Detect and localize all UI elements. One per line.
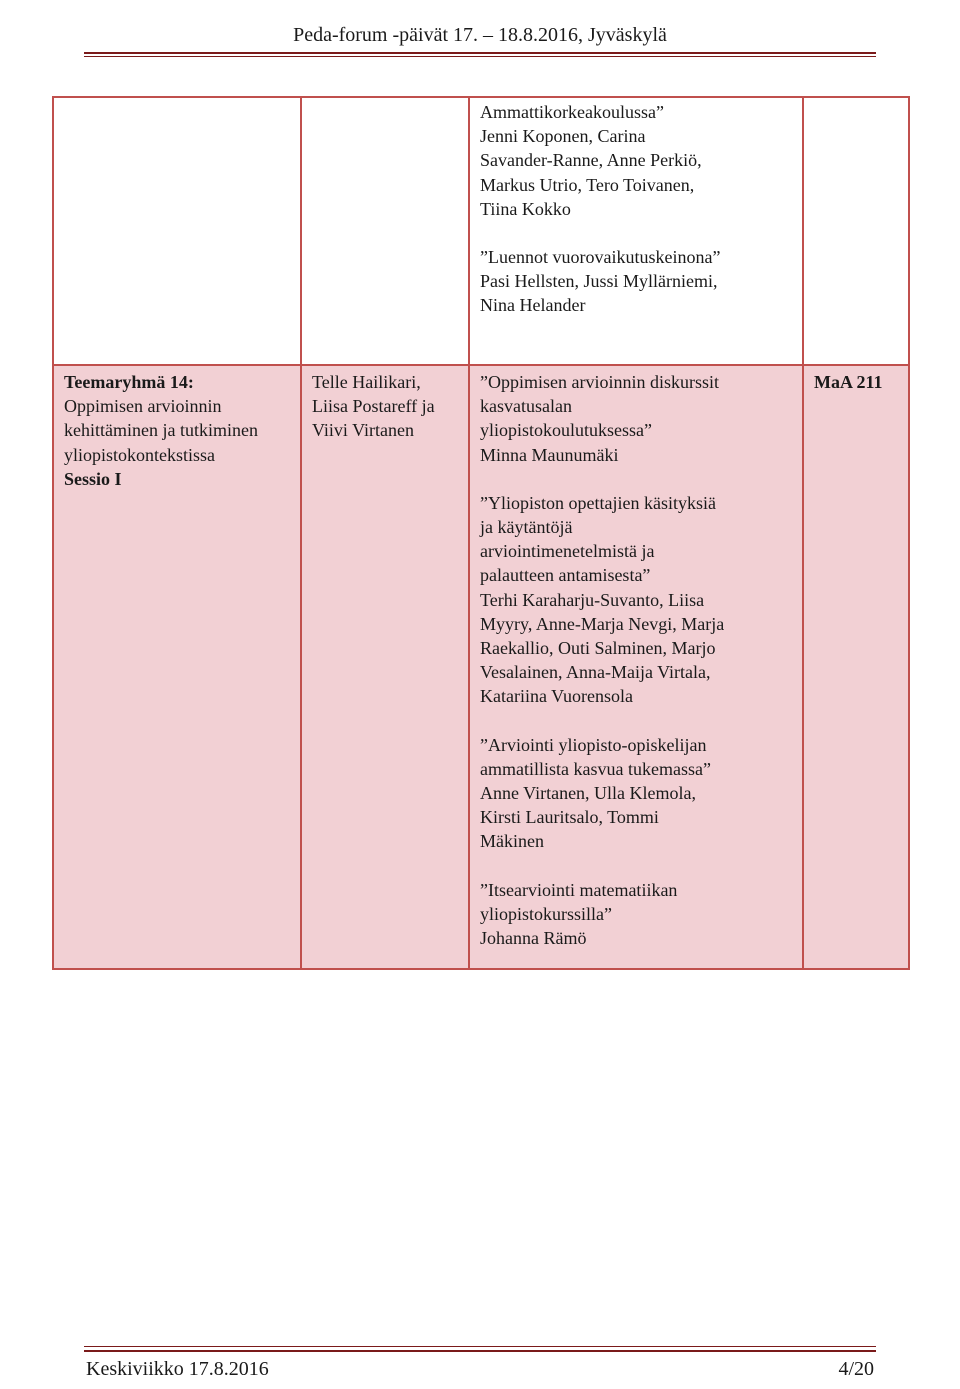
cell-theme xyxy=(53,365,301,969)
footer-page-number: 4/20 xyxy=(838,1358,874,1380)
cell-chairs-empty xyxy=(301,97,469,365)
text-line: Tiina Kokko xyxy=(480,198,571,219)
page-header-title: Peda-forum -päivät 17. – 18.8.2016, Jyväskylä xyxy=(293,24,667,46)
talk-line: Vesalainen, Anna-Maija Virtala, xyxy=(480,662,711,683)
table-row xyxy=(53,365,909,969)
talk-line: kasvatusalan xyxy=(480,396,572,417)
talk-line: Mäkinen xyxy=(480,831,544,852)
chair-line: Viivi Virtanen xyxy=(312,420,414,441)
talk-line: palautteen antamisesta” xyxy=(480,565,651,586)
cell-room-empty xyxy=(803,97,909,365)
theme-group-label: Teemaryhmä 14: xyxy=(64,372,194,392)
theme-topic-line: kehittäminen ja tutkiminen xyxy=(64,420,258,441)
talk-line: Johanna Rämö xyxy=(480,928,587,949)
talk-line: arviointimenetelmistä ja xyxy=(480,541,655,562)
footer-divider-thin xyxy=(84,1346,876,1347)
text-line: Jenni Koponen, Carina xyxy=(480,126,646,147)
talk-line: ”Oppimisen arvioinnin diskurssit xyxy=(480,372,719,392)
cell-theme-empty xyxy=(53,97,301,365)
talk-line: Katariina Vuorensola xyxy=(480,686,634,707)
header-divider-thin xyxy=(84,56,876,57)
talk-line: ja käytäntöjä xyxy=(480,517,573,538)
theme-topic-line: yliopistokontekstissa xyxy=(64,444,216,465)
text-line: Savander-Ranne, Anne Perkiö, xyxy=(480,150,702,171)
text-line: Markus Utrio, Tero Toivanen, xyxy=(480,174,695,195)
cell-presentations xyxy=(469,365,803,969)
talk-line: ”Itsearviointi matematiikan xyxy=(480,879,678,900)
schedule-table xyxy=(52,96,910,970)
cell-room xyxy=(803,365,909,969)
chair-line: Liisa Postareff ja xyxy=(312,396,435,417)
talk-line: Kirsti Lauritsalo, Tommi xyxy=(480,807,659,828)
talk-line: Anne Virtanen, Ulla Klemola, xyxy=(480,783,697,804)
text-line: ”Luennot vuorovaikutuskeinona” xyxy=(480,247,721,268)
session-label: Sessio I xyxy=(64,468,122,489)
talk-line: ammatillista kasvua tukemassa” xyxy=(480,758,711,779)
talk-line: Terhi Karaharju-Suvanto, Liisa xyxy=(480,589,705,610)
cell-presentations-continued xyxy=(469,97,803,365)
talk-line: ”Yliopiston opettajien käsityksiä xyxy=(480,492,716,513)
talk-line: yliopistokoulutuksessa” xyxy=(480,420,652,441)
talk-line: yliopistokurssilla” xyxy=(480,903,612,924)
talk-line: Myyry, Anne-Marja Nevgi, Marja xyxy=(480,613,725,634)
table-row xyxy=(53,97,909,365)
room-label: MaA 211 xyxy=(814,372,883,392)
talk-line: Minna Maunumäki xyxy=(480,444,619,465)
cell-chairs xyxy=(301,365,469,969)
header-divider xyxy=(84,52,876,54)
talk-line: ”Arviointi yliopisto-opiskelijan xyxy=(480,734,707,755)
text-line: Ammattikorkeakoulussa” xyxy=(480,102,664,122)
talk-line: Raekallio, Outi Salminen, Marjo xyxy=(480,638,716,659)
text-line: Pasi Hellsten, Jussi Myllärniemi, xyxy=(480,271,718,292)
text-line: Nina Helander xyxy=(480,295,586,316)
theme-topic-line: Oppimisen arvioinnin xyxy=(64,396,222,417)
footer-date: Keskiviikko 17.8.2016 xyxy=(86,1358,269,1380)
footer-divider xyxy=(84,1350,876,1352)
chair-line: Telle Hailikari, xyxy=(312,372,421,392)
